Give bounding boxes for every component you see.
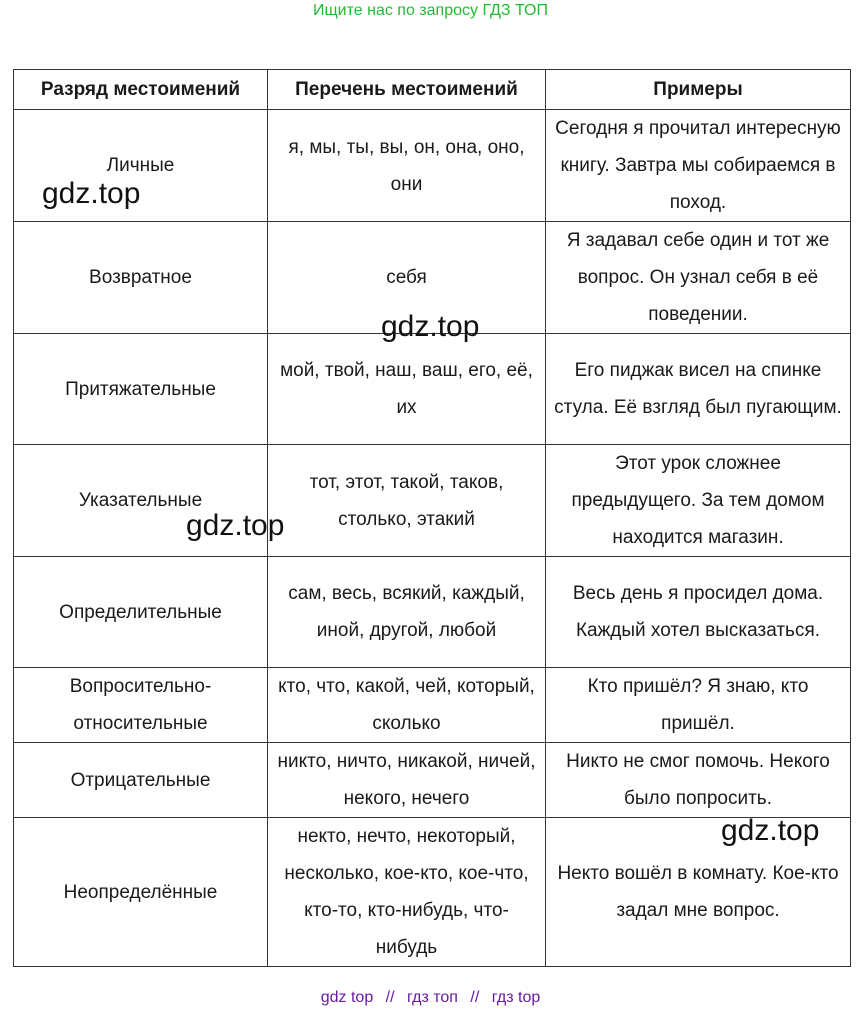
- cell-category: Возвратное: [14, 222, 268, 334]
- header-examples: Примеры: [546, 70, 851, 110]
- watermark: gdz.top: [186, 509, 285, 542]
- table-row: [14, 445, 851, 557]
- watermark: gdz.top: [381, 310, 480, 343]
- cell-examples: Кто пришёл? Я знаю, кто пришёл.: [546, 668, 851, 743]
- table-row: [14, 557, 851, 668]
- cell-examples: Некто вошёл в комнату. Кое-кто задал мне вопрос.: [546, 818, 851, 967]
- cell-list: некто, нечто, некоторый, несколько, кое-кто, кое-что, кто-то, кто-нибудь, что-нибудь: [268, 818, 546, 967]
- cell-list: мой, твой, наш, ваш, его, её, их: [268, 334, 546, 445]
- footer-separator: //: [385, 989, 395, 1006]
- table-row: [14, 668, 851, 743]
- search-banner: Ищите нас по запросу ГДЗ ТОП: [313, 2, 548, 19]
- cell-category: Вопросительно-относительные: [14, 668, 268, 743]
- cell-list: кто, что, какой, чей, который, сколько: [268, 668, 546, 743]
- watermark: gdz.top: [721, 814, 820, 847]
- cell-examples: Его пиджак висел на спинке стула. Её взгляд был пугающим.: [546, 334, 851, 445]
- cell-examples: Я задавал себе один и тот же вопрос. Он узнал себя в её поведении.: [546, 222, 851, 334]
- table-row: [14, 334, 851, 445]
- cell-category: Указательные: [14, 445, 268, 557]
- cell-category: Притяжательные: [14, 334, 268, 445]
- cell-list: я, мы, ты, вы, он, она, оно, они: [268, 110, 546, 222]
- cell-examples: Этот урок сложнее предыдущего. За тем домом находится магазин.: [546, 445, 851, 557]
- table-header-row: [14, 70, 851, 110]
- watermark: gdz.top: [42, 177, 141, 210]
- cell-category: Отрицательные: [14, 743, 268, 818]
- cell-list: себя: [268, 222, 546, 334]
- cell-category: Личные: [14, 110, 268, 222]
- cell-list: тот, этот, такой, таков, столько, этакий: [268, 445, 546, 557]
- cell-list: никто, ничто, никакой, ничей, некого, нечего: [268, 743, 546, 818]
- footer: [0, 989, 861, 1007]
- cell-examples: Весь день я просидел дома. Каждый хотел высказаться.: [546, 557, 851, 668]
- cell-category: Определительные: [14, 557, 268, 668]
- cell-examples: Никто не смог помочь. Некого было попросить.: [546, 743, 851, 818]
- cell-examples: Сегодня я прочитал интересную книгу. Завтра мы собираемся в поход.: [546, 110, 851, 222]
- footer-link[interactable]: гдз top: [491, 989, 541, 1006]
- footer-separator: //: [470, 989, 480, 1006]
- cell-list: сам, весь, всякий, каждый, иной, другой, любой: [268, 557, 546, 668]
- cell-category: Неопределённые: [14, 818, 268, 967]
- header-category: Разряд местоимений: [14, 70, 268, 110]
- footer-link[interactable]: gdz top: [320, 989, 374, 1006]
- footer-link[interactable]: гдз топ: [407, 989, 458, 1006]
- header-list: Перечень местоимений: [268, 70, 546, 110]
- table-row: [14, 743, 851, 818]
